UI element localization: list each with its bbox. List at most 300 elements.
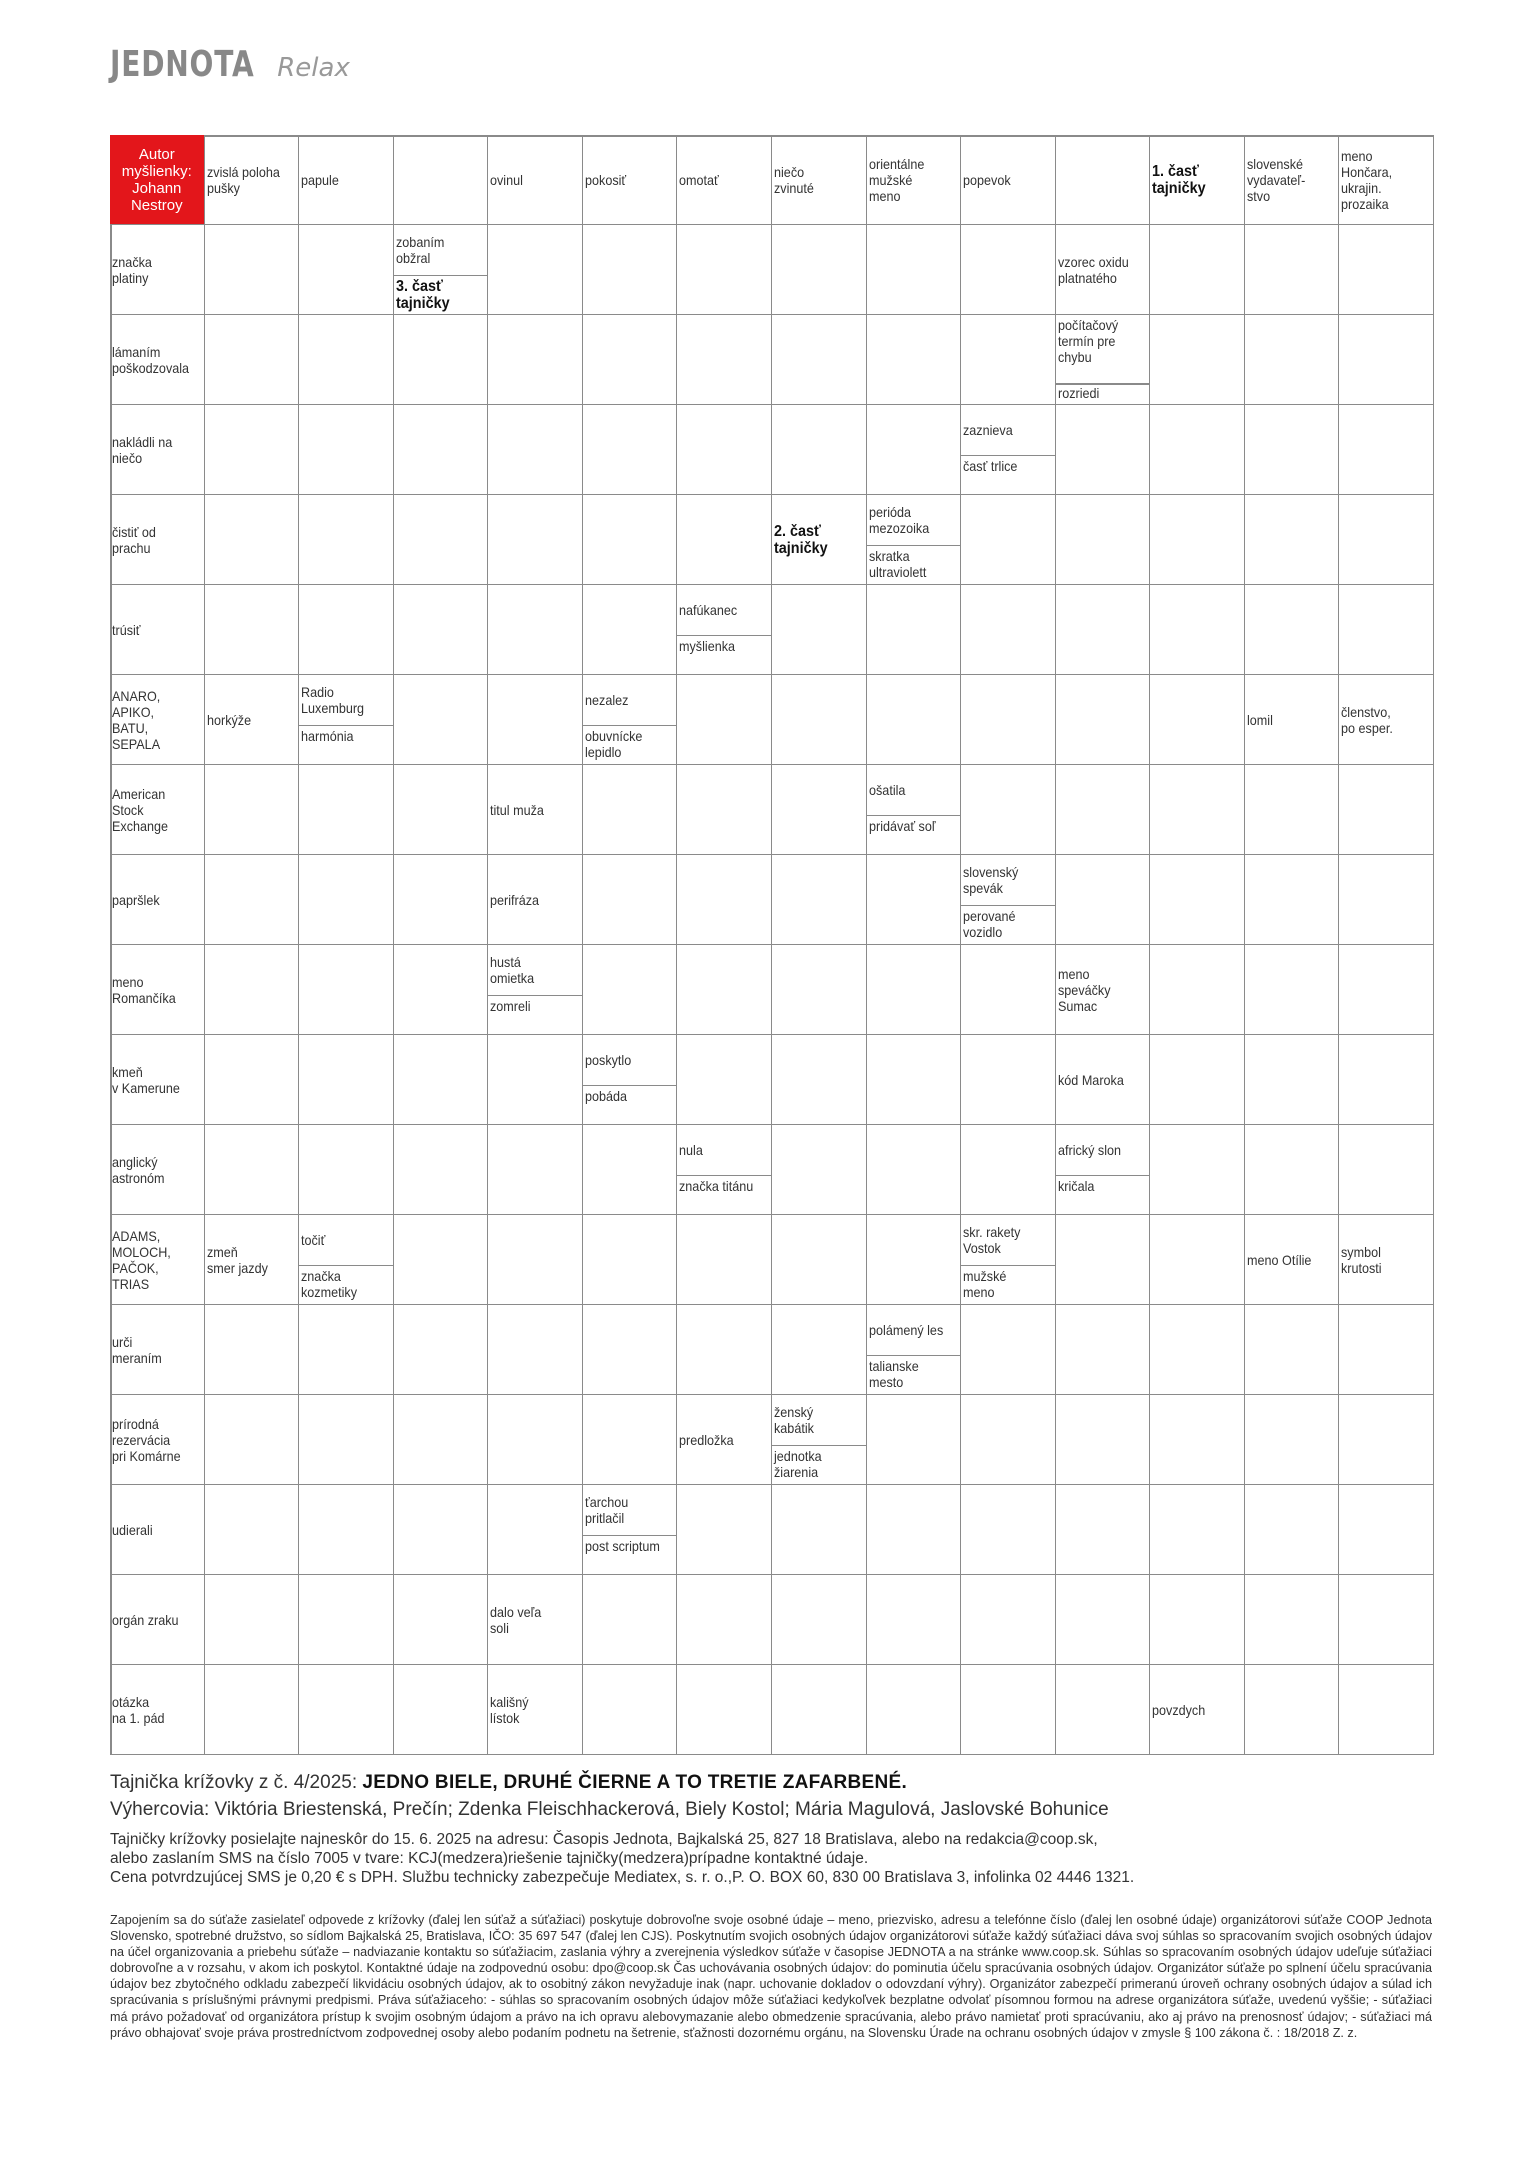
answer-cell[interactable] <box>1056 585 1151 675</box>
clue-cell <box>394 225 489 315</box>
answer-cell[interactable] <box>394 585 489 675</box>
answer-cell[interactable] <box>1056 855 1151 945</box>
clue-text: 2. časť tajničky <box>774 522 828 557</box>
answer-cell[interactable] <box>1150 225 1245 315</box>
answer-cell[interactable] <box>1339 1305 1434 1395</box>
answer-cell[interactable] <box>394 315 489 405</box>
answer-cell[interactable] <box>1245 585 1340 675</box>
answer-cell[interactable] <box>488 675 583 765</box>
clue-text: lomil <box>1246 711 1273 728</box>
answer-cell[interactable] <box>394 1215 489 1305</box>
answer-cell[interactable] <box>394 495 489 585</box>
clue-text: pokosiť <box>584 171 626 188</box>
answer-cell[interactable] <box>677 1485 772 1575</box>
answer-cell[interactable] <box>394 945 489 1035</box>
clue-divider <box>583 725 677 727</box>
answer-cell[interactable] <box>961 675 1056 765</box>
clue-text: obuvnícke lepidlo <box>584 727 643 760</box>
clue-text: pridávať soľ <box>868 817 936 834</box>
answer-cell[interactable] <box>1339 1125 1434 1215</box>
clue-text: točiť <box>301 1231 326 1248</box>
clue-text: perované vozidlo <box>963 907 1016 940</box>
clue-cell <box>961 405 1056 495</box>
clue-text: zvislá poloha pušky <box>206 163 280 196</box>
answer-cell[interactable] <box>1339 855 1434 945</box>
clue-text: skratka ultraviolett <box>868 547 926 580</box>
answer-cell[interactable] <box>583 1575 678 1665</box>
clue-text: American Stock Exchange <box>112 785 169 834</box>
answer-cell[interactable] <box>205 945 300 1035</box>
answer-cell[interactable] <box>299 585 394 675</box>
answer-cell[interactable] <box>867 1395 962 1485</box>
answer-cell[interactable] <box>394 1575 489 1665</box>
clue-text: perifráza <box>490 891 540 908</box>
clue-cell <box>110 495 205 585</box>
answer-cell[interactable] <box>488 585 583 675</box>
answer-cell[interactable] <box>299 1395 394 1485</box>
answer-cell[interactable] <box>205 1395 300 1485</box>
answer-cell[interactable] <box>394 1305 489 1395</box>
answer-cell[interactable] <box>1339 225 1434 315</box>
clue-text: kričala <box>1057 1177 1095 1194</box>
clue-cell <box>1056 315 1151 405</box>
answer-cell[interactable] <box>867 405 962 495</box>
answer-cell[interactable] <box>1056 1665 1151 1755</box>
answer-cell[interactable] <box>1150 1305 1245 1395</box>
answer-cell[interactable] <box>583 1305 678 1395</box>
answer-cell[interactable] <box>1056 1395 1151 1485</box>
answer-cell[interactable] <box>1056 135 1151 225</box>
clue-text: perióda mezozoika <box>868 503 929 536</box>
answer-cell[interactable] <box>1339 1395 1434 1485</box>
clue-text: značka kozmetiky <box>301 1267 358 1300</box>
answer-cell[interactable] <box>772 1125 867 1215</box>
answer-cell[interactable] <box>583 585 678 675</box>
clue-cell <box>1245 135 1340 225</box>
clue-text: trúsiť <box>112 621 141 638</box>
clue-cell <box>488 765 583 855</box>
answer-cell[interactable] <box>1339 765 1434 855</box>
answer-cell[interactable] <box>299 1665 394 1755</box>
answer-cell[interactable] <box>1150 1575 1245 1665</box>
answer-cell[interactable] <box>394 1125 489 1215</box>
answer-cell[interactable] <box>677 945 772 1035</box>
answer-cell[interactable] <box>677 1215 772 1305</box>
clue-cell <box>110 315 205 405</box>
answer-cell[interactable] <box>961 1485 1056 1575</box>
answer-cell[interactable] <box>1245 1035 1340 1125</box>
answer-cell[interactable] <box>1245 1665 1340 1755</box>
answer-cell[interactable] <box>205 1485 300 1575</box>
answer-cell[interactable] <box>677 1305 772 1395</box>
clue-cell <box>110 855 205 945</box>
clue-text: talianske mesto <box>868 1357 919 1390</box>
clue-text: nezalez <box>584 691 629 708</box>
answer-cell[interactable] <box>394 135 489 225</box>
answer-cell[interactable] <box>1150 1395 1245 1485</box>
clue-divider <box>583 1085 677 1087</box>
clue-divider <box>961 905 1055 907</box>
answer-cell[interactable] <box>488 1395 583 1485</box>
answer-cell[interactable] <box>1056 1305 1151 1395</box>
answer-cell[interactable] <box>1245 1305 1340 1395</box>
answer-cell[interactable] <box>1245 765 1340 855</box>
clue-text: meno Romančíka <box>112 973 176 1006</box>
answer-cell[interactable] <box>961 1035 1056 1125</box>
clue-cell <box>677 1125 772 1215</box>
answer-cell[interactable] <box>205 1665 300 1755</box>
answer-cell[interactable] <box>677 495 772 585</box>
answer-cell[interactable] <box>583 405 678 495</box>
answer-cell[interactable] <box>1245 1395 1340 1485</box>
answer-cell[interactable] <box>867 675 962 765</box>
answer-cell[interactable] <box>1150 495 1245 585</box>
answer-cell[interactable] <box>583 765 678 855</box>
answer-cell[interactable] <box>394 765 489 855</box>
answer-cell[interactable] <box>772 855 867 945</box>
answer-cell[interactable] <box>867 585 962 675</box>
clue-text: zaznieva <box>963 421 1013 438</box>
answer-cell[interactable] <box>961 945 1056 1035</box>
answer-cell[interactable] <box>299 1125 394 1215</box>
clue-text: rozriedi <box>1057 385 1100 402</box>
answer-cell[interactable] <box>394 1665 489 1755</box>
answer-cell[interactable] <box>1150 315 1245 405</box>
clue-divider <box>299 725 393 727</box>
clue-cell <box>488 945 583 1035</box>
answer-cell[interactable] <box>772 1485 867 1575</box>
clue-text: mužské meno <box>963 1267 1007 1300</box>
clue-cell <box>110 675 205 765</box>
clue-cell <box>110 1665 205 1755</box>
answer-cell[interactable] <box>677 765 772 855</box>
clue-text: jednotka žiarenia <box>774 1447 822 1480</box>
answer-cell[interactable] <box>205 765 300 855</box>
clue-divider <box>677 1175 771 1177</box>
answer-cell[interactable] <box>772 765 867 855</box>
clue-text: udierali <box>112 1521 153 1538</box>
answer-cell[interactable] <box>394 1395 489 1485</box>
answer-cell[interactable] <box>1339 405 1434 495</box>
answer-cell[interactable] <box>583 1665 678 1755</box>
answer-cell[interactable] <box>205 1305 300 1395</box>
answer-cell[interactable] <box>1245 855 1340 945</box>
clue-cell <box>1056 945 1151 1035</box>
answer-cell[interactable] <box>961 225 1056 315</box>
answer-cell[interactable] <box>1339 945 1434 1035</box>
answer-cell[interactable] <box>299 315 394 405</box>
answer-cell[interactable] <box>488 1305 583 1395</box>
answer-cell[interactable] <box>961 1665 1056 1755</box>
answer-cell[interactable] <box>205 225 300 315</box>
clue-cell <box>1339 1215 1434 1305</box>
clue-text: urči meraním <box>112 1333 162 1366</box>
clue-text: lámaním poškodzovala <box>112 343 190 376</box>
answer-cell[interactable] <box>867 315 962 405</box>
answer-cell[interactable] <box>677 1665 772 1755</box>
answer-cell[interactable] <box>961 1305 1056 1395</box>
answer-cell[interactable] <box>867 1665 962 1755</box>
answer-cell[interactable] <box>867 1035 962 1125</box>
answer-cell[interactable] <box>299 1035 394 1125</box>
answer-cell[interactable] <box>1150 1485 1245 1575</box>
answer-cell[interactable] <box>1056 1575 1151 1665</box>
answer-cell[interactable] <box>961 765 1056 855</box>
clue-text: počítačový termín pre chybu <box>1057 317 1118 365</box>
answer-cell[interactable] <box>772 1035 867 1125</box>
answer-cell[interactable] <box>772 225 867 315</box>
answer-cell[interactable] <box>772 405 867 495</box>
author-cell <box>110 135 205 225</box>
clue-cell <box>110 765 205 855</box>
clue-text: Radio Luxemburg <box>301 683 365 716</box>
answer-cell[interactable] <box>867 1485 962 1575</box>
answer-cell[interactable] <box>772 945 867 1035</box>
answer-cell[interactable] <box>205 1575 300 1665</box>
answer-cell[interactable] <box>299 945 394 1035</box>
clue-cell <box>110 1395 205 1485</box>
clue-text: niečo zvinuté <box>774 163 814 196</box>
answer-cell[interactable] <box>583 225 678 315</box>
clue-divider <box>867 545 961 547</box>
clue-text: omotať <box>679 171 720 188</box>
clue-text: ženský kabátik <box>774 1403 814 1436</box>
clue-cell <box>110 1575 205 1665</box>
answer-cell[interactable] <box>677 675 772 765</box>
answer-cell[interactable] <box>1245 1125 1340 1215</box>
clue-text: pobáda <box>584 1087 627 1104</box>
solution-label: Tajnička krížovky z č. 4/2025: <box>110 1772 358 1793</box>
answer-cell[interactable] <box>677 225 772 315</box>
answer-cell[interactable] <box>1245 405 1340 495</box>
answer-cell[interactable] <box>488 1125 583 1215</box>
answer-cell[interactable] <box>1150 1215 1245 1305</box>
info-line: Tajničky krížovky posielajte najneskôr do 15. 6. 2025 na adresu: Časopis Jednota, Bajkalská 25, 827 18 Bratislava, alebo na redakcia@coop.sk, <box>110 1831 1098 1848</box>
answer-cell[interactable] <box>961 1395 1056 1485</box>
clue-cell <box>1339 135 1434 225</box>
answer-cell[interactable] <box>1339 1035 1434 1125</box>
submission-info <box>110 1830 1440 1887</box>
answer-cell[interactable] <box>961 1575 1056 1665</box>
clue-divider <box>583 1535 677 1537</box>
answer-cell[interactable] <box>867 225 962 315</box>
answer-cell[interactable] <box>1339 585 1434 675</box>
clue-cell <box>1245 1215 1340 1305</box>
answer-cell[interactable] <box>205 495 300 585</box>
clue-text: meno Otílie <box>1246 1251 1312 1268</box>
answer-cell[interactable] <box>772 1305 867 1395</box>
clue-text: predložka <box>679 1431 735 1448</box>
answer-cell[interactable] <box>205 1125 300 1215</box>
clue-divider <box>488 995 582 997</box>
clue-text: orgán zraku <box>112 1611 179 1628</box>
clue-text: hustá omietka <box>490 953 535 986</box>
clue-text: orientálne mužské meno <box>868 155 924 204</box>
clue-text: titul muža <box>490 801 545 818</box>
answer-cell[interactable] <box>394 1485 489 1575</box>
clue-cell <box>299 675 394 765</box>
clue-cell <box>961 1215 1056 1305</box>
answer-cell[interactable] <box>205 405 300 495</box>
answer-cell[interactable] <box>867 855 962 945</box>
answer-cell[interactable] <box>1339 1575 1434 1665</box>
clue-text: post scriptum <box>584 1537 660 1554</box>
clue-text: čistiť od prachu <box>112 523 156 556</box>
answer-cell[interactable] <box>1245 1485 1340 1575</box>
answer-cell[interactable] <box>677 405 772 495</box>
answer-cell[interactable] <box>583 855 678 945</box>
answer-cell[interactable] <box>488 1035 583 1125</box>
answer-cell[interactable] <box>583 495 678 585</box>
answer-cell[interactable] <box>1150 765 1245 855</box>
clue-cell <box>110 1485 205 1575</box>
clue-text: polámený les <box>868 1321 943 1338</box>
brand-section: Relax <box>277 53 350 83</box>
clue-cell <box>110 1125 205 1215</box>
answer-cell[interactable] <box>583 315 678 405</box>
answer-cell[interactable] <box>394 405 489 495</box>
clue-text: meno Hončara, ukrajin. prozaika <box>1341 147 1393 212</box>
answer-cell[interactable] <box>205 315 300 405</box>
answer-cell[interactable] <box>1339 1485 1434 1575</box>
answer-cell[interactable] <box>488 405 583 495</box>
answer-cell[interactable] <box>1150 945 1245 1035</box>
answer-cell[interactable] <box>1339 495 1434 585</box>
answer-cell[interactable] <box>1150 405 1245 495</box>
answer-cell[interactable] <box>583 945 678 1035</box>
answer-cell[interactable] <box>772 1575 867 1665</box>
answer-cell[interactable] <box>1150 1035 1245 1125</box>
answer-cell[interactable] <box>299 855 394 945</box>
answer-cell[interactable] <box>299 495 394 585</box>
answer-cell[interactable] <box>394 675 489 765</box>
answer-cell[interactable] <box>205 855 300 945</box>
answer-cell[interactable] <box>1056 765 1151 855</box>
answer-cell[interactable] <box>772 585 867 675</box>
answer-cell[interactable] <box>1150 855 1245 945</box>
clue-text: myšlienka <box>679 637 736 654</box>
answer-cell[interactable] <box>1150 1125 1245 1215</box>
answer-cell[interactable] <box>961 1125 1056 1215</box>
answer-cell[interactable] <box>867 945 962 1035</box>
answer-cell[interactable] <box>772 315 867 405</box>
info-line: Cena potvrdzujúcej SMS je 0,20 € s DPH. Službu technicky zabezpečuje Mediatex, s. r. o.,P. O. BOX 60, 830 00 Bratislava 3, infolinka 02 4446 1321. <box>110 1869 1135 1886</box>
clue-text: slovenský spevák <box>963 863 1019 896</box>
clue-cell <box>1245 675 1340 765</box>
answer-cell[interactable] <box>677 1575 772 1665</box>
answer-cell[interactable] <box>394 1035 489 1125</box>
answer-cell[interactable] <box>488 1485 583 1575</box>
clue-text: ťarchou pritlačil <box>584 1493 629 1526</box>
clue-text: popevok <box>963 171 1011 188</box>
answer-cell[interactable] <box>488 315 583 405</box>
answer-cell[interactable] <box>394 855 489 945</box>
answer-cell[interactable] <box>1056 1215 1151 1305</box>
answer-cell[interactable] <box>1245 945 1340 1035</box>
answer-cell[interactable] <box>961 315 1056 405</box>
answer-cell[interactable] <box>583 1215 678 1305</box>
clue-divider <box>961 455 1055 457</box>
clue-text: skr. rakety Vostok <box>963 1223 1021 1256</box>
answer-cell[interactable] <box>961 585 1056 675</box>
clue-cell <box>583 1485 678 1575</box>
answer-cell[interactable] <box>1150 675 1245 765</box>
answer-cell[interactable] <box>488 225 583 315</box>
answer-cell[interactable] <box>1150 585 1245 675</box>
answer-cell[interactable] <box>772 1215 867 1305</box>
answer-cell[interactable] <box>299 765 394 855</box>
clue-cell <box>961 135 1056 225</box>
answer-cell[interactable] <box>1056 405 1151 495</box>
answer-cell[interactable] <box>1056 495 1151 585</box>
clue-text: prírodná rezervácia pri Komárne <box>112 1415 181 1464</box>
clue-text: zmeň smer jazdy <box>206 1243 268 1276</box>
clue-cell <box>867 1305 962 1395</box>
answer-cell[interactable] <box>1339 1665 1434 1755</box>
clue-cell <box>488 1665 583 1755</box>
clue-text: harmónia <box>301 727 354 744</box>
answer-cell[interactable] <box>867 1125 962 1215</box>
answer-cell[interactable] <box>1245 315 1340 405</box>
answer-cell[interactable] <box>205 1035 300 1125</box>
answer-cell[interactable] <box>205 585 300 675</box>
clue-text: ošatila <box>868 781 905 798</box>
answer-cell[interactable] <box>299 1305 394 1395</box>
answer-cell[interactable] <box>1245 1575 1340 1665</box>
answer-cell[interactable] <box>677 855 772 945</box>
answer-cell[interactable] <box>299 1485 394 1575</box>
clue-text: kališný lístok <box>490 1693 529 1726</box>
crossword-grid <box>110 135 1434 1755</box>
brand-logo: JEDNOTA <box>110 44 255 85</box>
answer-cell[interactable] <box>867 1575 962 1665</box>
answer-cell[interactable] <box>488 495 583 585</box>
answer-cell[interactable] <box>677 315 772 405</box>
previous-solution <box>110 1772 907 1794</box>
clue-text: poskytlo <box>584 1051 632 1068</box>
answer-cell[interactable] <box>867 1215 962 1305</box>
answer-cell[interactable] <box>772 1665 867 1755</box>
answer-cell[interactable] <box>1245 225 1340 315</box>
answer-cell[interactable] <box>488 1215 583 1305</box>
answer-cell[interactable] <box>772 675 867 765</box>
answer-cell[interactable] <box>677 1035 772 1125</box>
clue-cell <box>110 225 205 315</box>
answer-cell[interactable] <box>299 225 394 315</box>
answer-cell[interactable] <box>1056 1485 1151 1575</box>
clue-text: ovinul <box>490 171 524 188</box>
clue-cell <box>110 1035 205 1125</box>
clue-text: Autor myšlienky: Johann Nestroy <box>121 145 192 214</box>
clue-text: zomreli <box>490 997 531 1014</box>
answer-cell[interactable] <box>299 1575 394 1665</box>
answer-cell[interactable] <box>961 495 1056 585</box>
answer-cell[interactable] <box>583 1395 678 1485</box>
clue-cell <box>677 1395 772 1485</box>
clue-cell <box>205 1215 300 1305</box>
answer-cell[interactable] <box>1339 315 1434 405</box>
answer-cell[interactable] <box>583 1125 678 1215</box>
clue-text: členstvo, po esper. <box>1341 703 1394 736</box>
clue-cell <box>488 855 583 945</box>
clue-divider <box>299 1265 393 1267</box>
clue-cell <box>1056 1035 1151 1125</box>
solution-text: JEDNO BIELE, DRUHÉ ČIERNE A TO TRETIE ZAFARBENÉ. <box>362 1772 908 1793</box>
answer-cell[interactable] <box>1056 675 1151 765</box>
answer-cell[interactable] <box>1245 495 1340 585</box>
clue-cell <box>110 1305 205 1395</box>
answer-cell[interactable] <box>299 405 394 495</box>
